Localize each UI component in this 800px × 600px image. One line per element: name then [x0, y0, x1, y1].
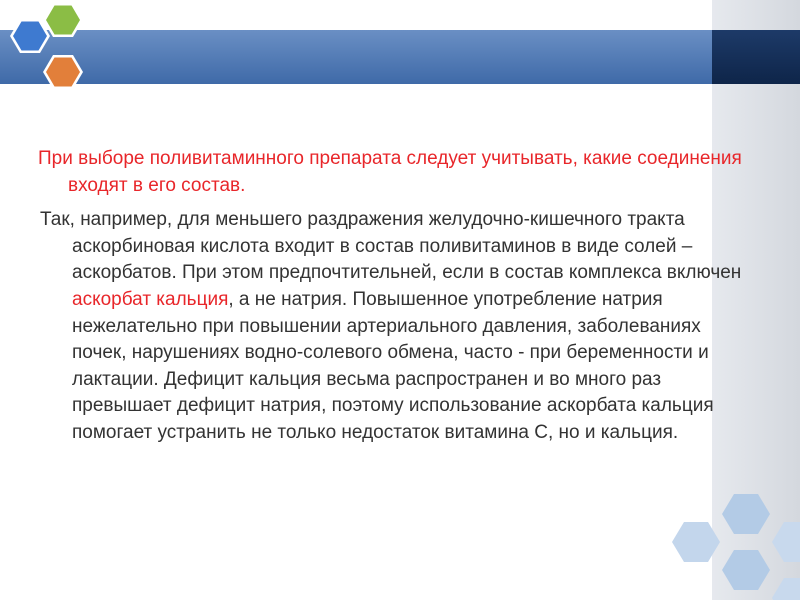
watermark [560, 568, 700, 586]
intro-paragraph: При выборе поливитаминного препарата следует учитывать, какие соединения входят в его состав. [38, 148, 742, 196]
header-bar-light [0, 30, 712, 84]
header-bar [0, 30, 800, 84]
main-paragraph [38, 207, 758, 446]
main-paragraph-end: , а не натрия. Повышенное употребление натрия нежелательно при повышении артериального давления, заболеваниях почек, нарушениях водно-солевого обмена, часто - при беременности и лактации. Дефицит кальция весьма распространен и во много раз превышает дефицит натрия, поэтому использование аскорбата кальция помогает устранить не только недостаток витамина С, но и кальция. [72, 288, 714, 443]
main-paragraph-start: Так, например, для меньшего раздражения желудочно-кишечного тракта аскорбиновая кислота входит в состав поливитаминов в виде солей – аскорбатов. При этом предпочтительней, если в состав комплекса включен [40, 209, 742, 284]
highlight-calcium-ascorbate: аскорбат кальция [72, 288, 229, 310]
slide-body [38, 146, 758, 447]
header-bar-dark [712, 30, 800, 84]
hexagon-cluster-icon [0, 0, 100, 110]
